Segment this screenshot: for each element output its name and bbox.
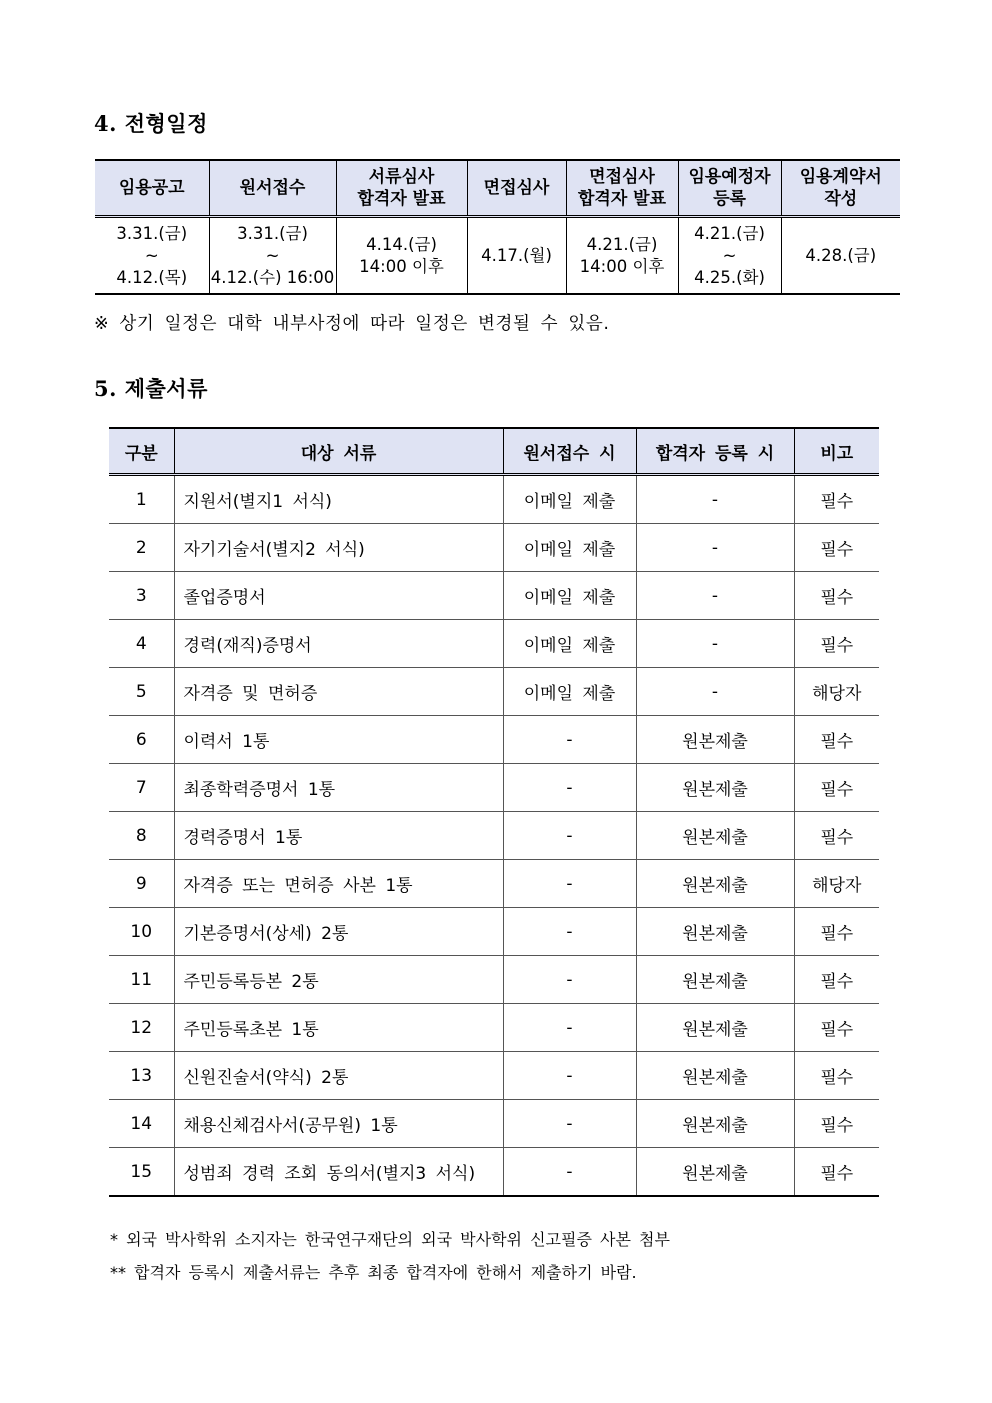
doc-registration-cell: 원본제출 <box>636 1148 794 1197</box>
doc-number-cell: 6 <box>109 716 174 764</box>
doc-remark-cell: 해당자 <box>794 860 879 908</box>
table-row <box>109 1004 879 1052</box>
doc-registration-cell: 원본제출 <box>636 1052 794 1100</box>
documents-header-row <box>109 428 879 475</box>
doc-remark-cell: 필수 <box>794 908 879 956</box>
table-row <box>109 524 879 572</box>
section-5-title: 5. 제출서류 <box>94 376 208 401</box>
doc-application-cell: - <box>503 812 636 860</box>
schedule-table <box>95 159 900 295</box>
doc-registration-cell: 원본제출 <box>636 860 794 908</box>
doc-name-cell: 최종학력증명서 1통 <box>174 764 503 812</box>
doc-application-cell: - <box>503 860 636 908</box>
schedule-header-cell: 임용공고 <box>95 160 209 217</box>
doc-application-cell: - <box>503 716 636 764</box>
doc-name-cell: 신원진술서(약식) 2통 <box>174 1052 503 1100</box>
doc-application-cell: 이메일 제출 <box>503 475 636 524</box>
doc-number-cell: 7 <box>109 764 174 812</box>
documents-header-cell: 대상 서류 <box>174 428 503 475</box>
doc-name-cell: 졸업증명서 <box>174 572 503 620</box>
doc-remark-cell: 필수 <box>794 764 879 812</box>
documents-header-cell: 원서접수 시 <box>503 428 636 475</box>
table-row <box>109 860 879 908</box>
schedule-date-cell: 4.21.(금) 14:00 이후 <box>566 217 678 295</box>
doc-number-cell: 14 <box>109 1100 174 1148</box>
doc-number-cell: 9 <box>109 860 174 908</box>
doc-number-cell: 8 <box>109 812 174 860</box>
doc-application-cell: - <box>503 956 636 1004</box>
table-row <box>109 908 879 956</box>
doc-registration-cell: 원본제출 <box>636 908 794 956</box>
doc-number-cell: 3 <box>109 572 174 620</box>
doc-remark-cell: 필수 <box>794 1100 879 1148</box>
schedule-date-cell: 4.21.(금) ~ 4.25.(화) <box>678 217 781 295</box>
doc-registration-cell: 원본제출 <box>636 764 794 812</box>
schedule-date-cell: 4.17.(월) <box>467 217 566 295</box>
documents-table <box>109 427 879 1197</box>
section-4-title: 4. 전형일정 <box>94 111 208 136</box>
doc-name-cell: 주민등록등본 2통 <box>174 956 503 1004</box>
doc-application-cell: - <box>503 1052 636 1100</box>
doc-registration-cell: - <box>636 668 794 716</box>
schedule-header-cell: 원서접수 <box>209 160 336 217</box>
doc-name-cell: 채용신체검사서(공무원) 1통 <box>174 1100 503 1148</box>
doc-name-cell: 기본증명서(상세) 2통 <box>174 908 503 956</box>
table-row <box>109 572 879 620</box>
table-row <box>109 764 879 812</box>
doc-application-cell: - <box>503 908 636 956</box>
documents-header-cell: 구분 <box>109 428 174 475</box>
doc-number-cell: 4 <box>109 620 174 668</box>
doc-number-cell: 11 <box>109 956 174 1004</box>
doc-registration-cell: 원본제출 <box>636 716 794 764</box>
table-row <box>109 668 879 716</box>
doc-application-cell: - <box>503 1148 636 1197</box>
doc-remark-cell: 필수 <box>794 524 879 572</box>
doc-number-cell: 10 <box>109 908 174 956</box>
doc-application-cell: 이메일 제출 <box>503 524 636 572</box>
schedule-note: ※ 상기 일정은 대학 내부사정에 따라 일정은 변경될 수 있음. <box>94 314 610 334</box>
doc-application-cell: - <box>503 764 636 812</box>
schedule-date-cell: 4.28.(금) <box>781 217 900 295</box>
documents-header-cell: 합격자 등록 시 <box>636 428 794 475</box>
doc-registration-cell: 원본제출 <box>636 1100 794 1148</box>
schedule-header-row <box>95 160 900 217</box>
schedule-date-cell: 4.14.(금) 14:00 이후 <box>336 217 467 295</box>
doc-application-cell: - <box>503 1004 636 1052</box>
doc-remark-cell: 필수 <box>794 1148 879 1197</box>
doc-name-cell: 주민등록초본 1통 <box>174 1004 503 1052</box>
doc-name-cell: 자격증 및 면허증 <box>174 668 503 716</box>
doc-registration-cell: 원본제출 <box>636 1004 794 1052</box>
schedule-header-cell: 면접심사 <box>467 160 566 217</box>
doc-registration-cell: - <box>636 572 794 620</box>
documents-header-cell: 비고 <box>794 428 879 475</box>
schedule-header-cell: 서류심사 합격자 발표 <box>336 160 467 217</box>
doc-number-cell: 5 <box>109 668 174 716</box>
doc-name-cell: 이력서 1통 <box>174 716 503 764</box>
doc-application-cell: - <box>503 1100 636 1148</box>
doc-registration-cell: 원본제출 <box>636 812 794 860</box>
table-row <box>109 620 879 668</box>
table-row <box>109 1148 879 1197</box>
table-row <box>109 956 879 1004</box>
doc-number-cell: 13 <box>109 1052 174 1100</box>
doc-remark-cell: 필수 <box>794 620 879 668</box>
schedule-header-cell: 임용예정자 등록 <box>678 160 781 217</box>
doc-number-cell: 15 <box>109 1148 174 1197</box>
doc-remark-cell: 필수 <box>794 475 879 524</box>
doc-number-cell: 2 <box>109 524 174 572</box>
doc-number-cell: 1 <box>109 475 174 524</box>
doc-name-cell: 자격증 또는 면허증 사본 1통 <box>174 860 503 908</box>
doc-number-cell: 12 <box>109 1004 174 1052</box>
schedule-date-cell: 3.31.(금) ~ 4.12.(목) <box>95 217 209 295</box>
doc-name-cell: 지원서(별지1 서식) <box>174 475 503 524</box>
table-row <box>109 716 879 764</box>
doc-remark-cell: 필수 <box>794 716 879 764</box>
doc-name-cell: 자기기술서(별지2 서식) <box>174 524 503 572</box>
doc-application-cell: 이메일 제출 <box>503 620 636 668</box>
doc-remark-cell: 필수 <box>794 1052 879 1100</box>
doc-name-cell: 경력(재직)증명서 <box>174 620 503 668</box>
doc-remark-cell: 필수 <box>794 956 879 1004</box>
schedule-header-cell: 임용계약서 작성 <box>781 160 900 217</box>
doc-remark-cell: 필수 <box>794 1004 879 1052</box>
doc-remark-cell: 해당자 <box>794 668 879 716</box>
table-row <box>109 1052 879 1100</box>
doc-application-cell: 이메일 제출 <box>503 572 636 620</box>
table-row <box>109 475 879 524</box>
doc-remark-cell: 필수 <box>794 812 879 860</box>
doc-remark-cell: 필수 <box>794 572 879 620</box>
doc-registration-cell: - <box>636 475 794 524</box>
schedule-date-cell: 3.31.(금) ~ 4.12.(수) 16:00 <box>209 217 336 295</box>
footnote-foreign-degree: * 외국 박사학위 소지자는 한국연구재단의 외국 박사학위 신고필증 사본 첨부 <box>110 1230 670 1249</box>
doc-registration-cell: - <box>636 620 794 668</box>
doc-registration-cell: 원본제출 <box>636 956 794 1004</box>
table-row <box>109 1100 879 1148</box>
footnote-submission: ** 합격자 등록시 제출서류는 추후 최종 합격자에 한해서 제출하기 바람. <box>110 1263 637 1282</box>
schedule-header-cell: 면접심사 합격자 발표 <box>566 160 678 217</box>
doc-name-cell: 경력증명서 1통 <box>174 812 503 860</box>
doc-registration-cell: - <box>636 524 794 572</box>
table-row <box>109 812 879 860</box>
doc-name-cell: 성범죄 경력 조회 동의서(별지3 서식) <box>174 1148 503 1197</box>
schedule-date-row <box>95 217 900 295</box>
doc-application-cell: 이메일 제출 <box>503 668 636 716</box>
